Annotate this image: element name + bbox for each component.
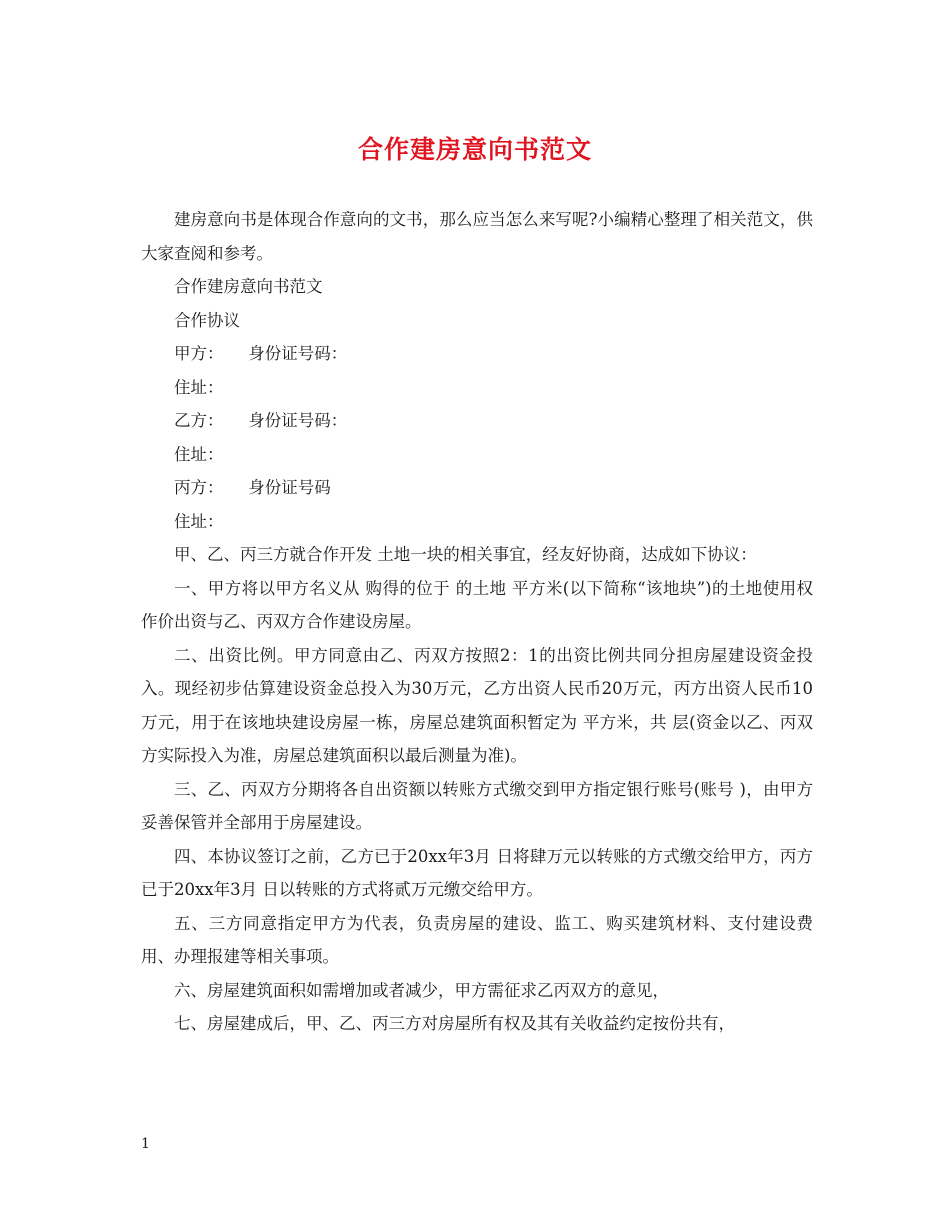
document-body	[141, 203, 813, 1041]
party-c-id-label: 身份证号码	[248, 478, 331, 497]
clause-2: 二、出资比例。甲方同意由乙、丙双方按照2：1的出资比例共同分担房屋建设资金投入。现经初步估算建设资金总投入为30万元，乙方出资人民币20万元，丙方出资人民币10万元，用于在该地块建设房屋一栋，房屋总建筑面积暂定为 平方米，共 层(资金以乙、丙双方实际投入为准，房屋总建筑面积以最后测量为准)。	[141, 645, 813, 765]
party-a-label: 甲方：	[174, 344, 224, 363]
party-c-address-label: 住址：	[174, 511, 224, 531]
clause-6: 六、房屋建筑面积如需增加或者减少，甲方需征求乙丙双方的意见，	[174, 980, 669, 1000]
page-number: 1	[141, 1136, 150, 1152]
party-a-id-label: 身份证号码：	[248, 344, 348, 363]
clause-4: 四、本协议签订之前，乙方已于20xx年3月 日将肆万元以转账的方式缴交给甲方，丙方已于20xx年3月 日以转账的方式将贰万元缴交给甲方。	[141, 846, 813, 899]
intro-paragraph: 建房意向书是体现合作意向的文书，那么应当怎么来写呢?小编精心整理了相关范文，供大家查阅和参考。	[141, 210, 813, 263]
party-c-line	[141, 471, 813, 505]
clause-5: 五、三方同意指定甲方为代表，负责房屋的建设、监工、购买建筑材料、支付建设费用、办理报建等相关事项。	[141, 913, 813, 966]
party-a-line	[141, 337, 813, 371]
clause-1: 一、甲方将以甲方名义从 购得的位于 的土地 平方米(以下简称“该地块”)的土地使用权作价出资与乙、丙双方合作建设房屋。	[141, 578, 813, 631]
subtitle-line: 合作建房意向书范文	[174, 277, 323, 296]
document-title: 合作建房意向书范文	[357, 135, 592, 164]
party-b-line	[141, 404, 813, 438]
agreement-preamble: 甲、乙、丙三方就合作开发 土地一块的相关事宜，经友好协商，达成如下协议：	[174, 545, 757, 564]
party-c-label: 丙方：	[174, 478, 224, 497]
party-a-address-label: 住址：	[174, 377, 224, 397]
party-b-label: 乙方：	[174, 411, 224, 430]
clause-3: 三、乙、丙双方分期将各自出资额以转账方式缴交到甲方指定银行账号(账号 )，由甲方妥善保管并全部用于房屋建设。	[141, 779, 813, 832]
clause-7: 七、房屋建成后，甲、乙、丙三方对房屋所有权及其有关收益约定按份共有，	[174, 1014, 735, 1033]
party-b-id-label: 身份证号码：	[248, 411, 348, 430]
agreement-heading: 合作协议	[174, 310, 240, 330]
party-b-address-label: 住址：	[174, 444, 224, 464]
